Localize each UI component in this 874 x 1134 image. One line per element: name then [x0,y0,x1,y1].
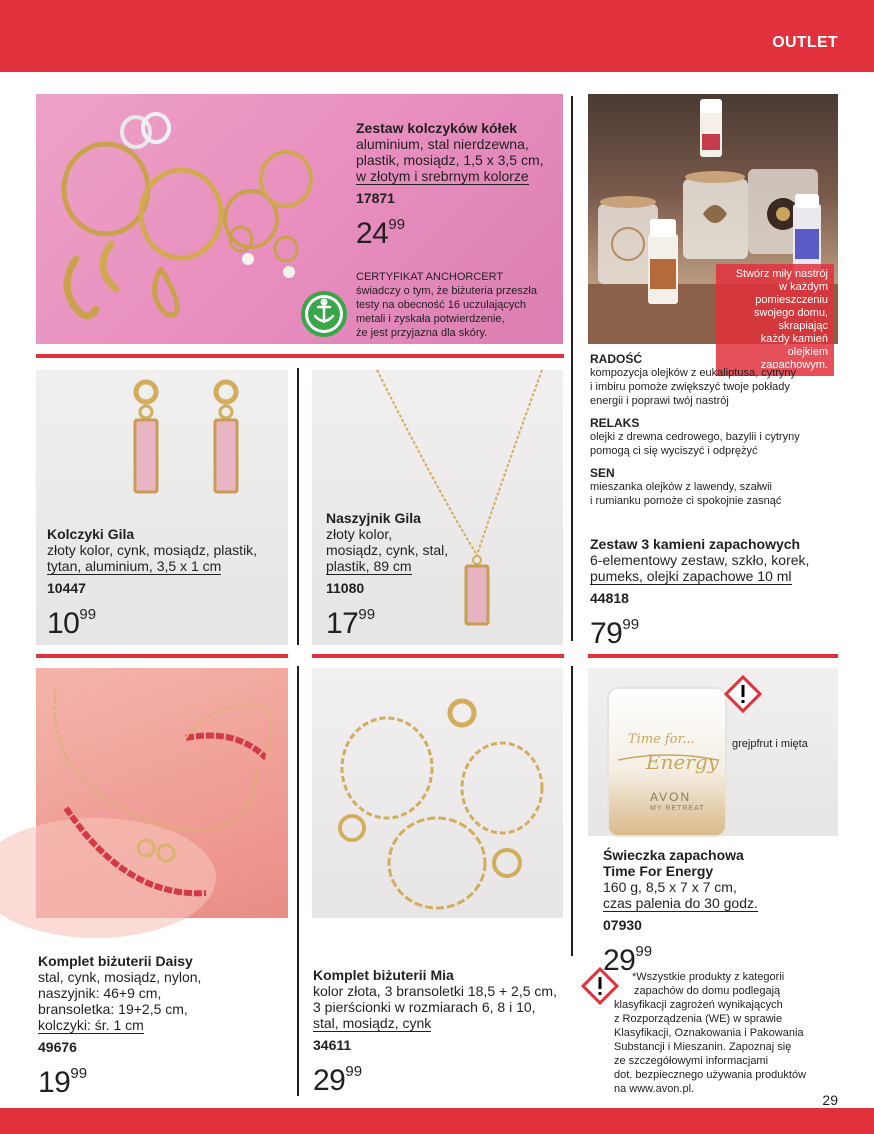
footer-bar [0,1108,874,1134]
product-title: Naszyjnik Gila [326,510,421,526]
product-desc: bransoletka: 19+2,5 cm, [38,1001,188,1017]
stones-set-info [590,536,840,651]
earrings-gila-info [47,526,287,641]
product-code: 10447 [47,580,86,596]
daisy-set-photo [36,668,288,918]
daisy-set-info [38,953,288,1100]
candle-info [603,847,843,978]
product-desc: stal, mosiądz, cynk [313,1015,432,1031]
hoop-set-info [356,120,561,251]
section-divider [588,654,838,658]
mia-set-info [313,967,573,1098]
footnote-line: zapachów do domu podlegają [634,985,781,997]
mia-set-photo [312,668,563,918]
section-divider [312,654,564,658]
product-desc: plastik, 89 cm [326,558,412,574]
product-desc: kolor złota, 3 bransoletki 18,5 + 2,5 cm, [313,983,557,999]
footnote-line: ze szczegółowymi informacjami [614,1055,769,1067]
product-desc: 6-elementowy zestaw, szkło, korek, [590,552,810,568]
product-price: $79^{99}$ [590,616,640,650]
caption-line: Stwórz miły nastrój [735,268,828,280]
footnote-line: Substancji i Mieszanin. Zapoznaj się [614,1041,792,1053]
product-title: Świeczka zapachowa [603,847,744,863]
hazard-warning-icon [723,674,763,714]
product-price: $19^{99}$ [38,1065,88,1099]
note-title: RELAKS [590,416,640,430]
footnote-line: klasyfikacji zagrożeń wynikających [614,999,783,1011]
product-desc: tytan, aluminium, 3,5 x 1 cm [47,558,222,574]
product-desc: 3 pierścionki w rozmiarach 6, 8 i 10, [313,999,536,1015]
product-desc: kolczyki: śr. 1 cm [38,1017,144,1033]
product-title: Kolczyki Gila [47,526,135,542]
product-desc: czas palenia do 30 godz. [603,895,758,911]
caption-line: zapachowym. [760,359,828,371]
column-divider [297,368,299,645]
note-text: olejki z drewna cedrowego, bazylii i cytryny [590,431,800,443]
candle-brand: AVON [650,790,692,804]
cert-text: że jest przyjazna dla skóry. [356,327,488,339]
column-divider [297,666,299,1096]
product-desc: złoty kolor, cynk, mosiądz, plastik, [47,542,258,558]
necklace-gila-info [326,510,476,641]
note-text: energii i poprawi twój nastrój [590,395,729,407]
product-code: 17871 [356,190,395,206]
product-title: Komplet biżuterii Mia [313,967,454,983]
section-label: OUTLET [772,34,838,51]
daisy-set-illustration [36,668,288,918]
product-title: Time For Energy [603,863,714,879]
cert-text: świadczy o tym, że biżuteria przeszła [356,285,537,297]
footnote-line: Klasyfikacji, Oznakowania i Pakowania [614,1027,804,1039]
product-desc: mosiądz, cynk, stal, [326,542,449,558]
product-price: $17^{99}$ [326,606,376,640]
column-divider [571,666,573,956]
note-text: i rumianku pomoże ci spokojnie zasnąć [590,495,782,507]
candle-script-text: Time for... [628,732,695,747]
note-text: mieszanka olejków z lawendy, szałwii [590,481,772,493]
candle-script-text-2: Energy [646,750,719,774]
caption-line: każdy kamień olejkiem [760,333,828,358]
scent-label: grejpfrut i mięta [732,738,808,750]
section-divider [36,654,288,658]
section-divider [36,354,564,358]
note-text: i imbiru pomoże zwiększyć twoje pokłady [590,381,790,393]
product-price: $29^{99}$ [603,943,653,977]
header-bar [0,0,874,72]
footnote [614,970,844,1096]
product-code: 34611 [313,1037,352,1053]
product-title: Zestaw kolczyków kółek [356,120,518,136]
product-title: Zestaw 3 kamieni zapachowych [590,536,801,552]
cert-text: testy na obecność 16 uczulających [356,299,526,311]
earrings-illustration [36,370,288,520]
product-code: 07930 [603,917,642,933]
page-number: 29 [822,1092,838,1108]
cert-text: metali i zyskała potwierdzenie, [356,313,505,325]
note-text: pomogą ci się wyciszyć i odprężyć [590,445,758,457]
product-desc: naszyjnik: 46+9 cm, [38,985,162,1001]
product-price: $29^{99}$ [313,1063,363,1097]
scent-notes [590,352,840,508]
product-desc: 160 g, 8,5 x 7 x 7 cm, [603,879,737,895]
candle-sub: MY RETREAT [650,805,705,812]
note-text: kompozycja olejków z eukaliptusa, cytryny [590,367,797,379]
mia-set-illustration [312,668,563,918]
caption-line: w każdym pomieszczeniu [755,281,828,306]
product-desc: w złotym i srebrnym kolorze [356,168,529,184]
product-desc: pumeks, olejki zapachowe 10 ml [590,568,792,584]
product-title: Komplet biżuterii Daisy [38,953,193,969]
cert-title: CERTYFIKAT ANCHORCERT [356,271,504,283]
footnote-line: dot. bezpiecznego używania produktów [614,1069,807,1081]
note-title: RADOŚĆ [590,352,643,366]
note-title: SEN [590,466,615,480]
footnote-line: na www.avon.pl. [614,1083,695,1095]
footnote-line: *Wszystkie produkty z kategorii [632,971,785,983]
product-code: 11080 [326,580,365,596]
anchorcert-info [356,270,561,340]
product-price: $10^{99}$ [47,606,97,640]
product-code: 49676 [38,1039,77,1055]
anchorcert-badge-icon [300,290,348,338]
product-price: $24^{99}$ [356,216,406,250]
column-divider [571,96,573,641]
caption-line: swojego domu, skrapiając [754,307,828,332]
footnote-line: z Rozporządzenia (WE) w sprawie [614,1013,783,1025]
product-desc: stal, cynk, mosiądz, nylon, [38,969,202,985]
product-code: 44818 [590,590,629,606]
product-desc: złoty kolor, [326,526,393,542]
candle-photo [588,668,838,836]
product-desc: aluminium, stal nierdzewna, [356,136,529,152]
product-desc: plastik, mosiądz, 1,5 x 3,5 cm, [356,152,544,168]
